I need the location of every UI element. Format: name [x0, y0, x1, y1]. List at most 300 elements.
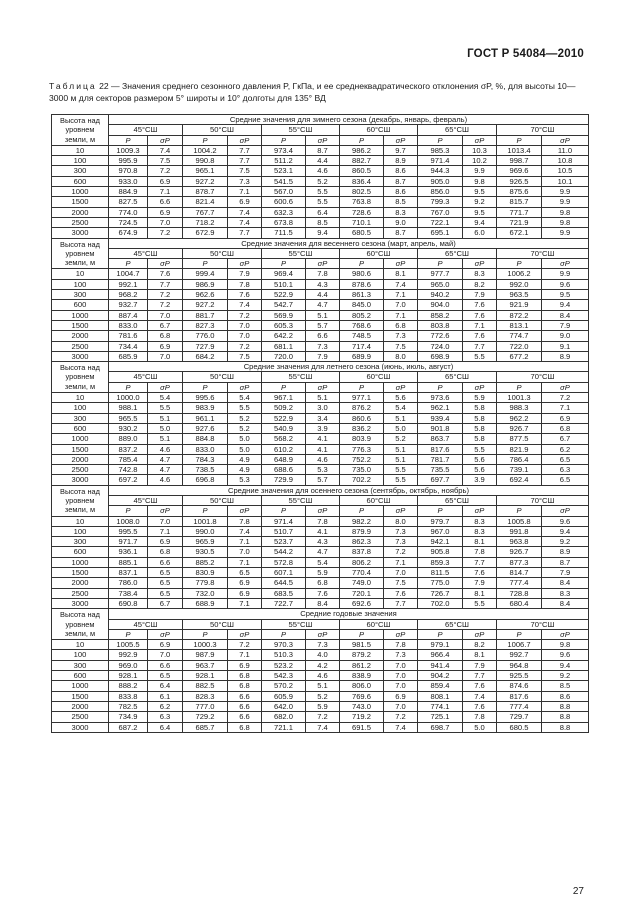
pressure-cell: 677.2 — [497, 351, 542, 361]
table-row — [52, 568, 589, 578]
sigma-cell: 10.3 — [463, 145, 497, 155]
pressure-cell: 729.7 — [497, 712, 542, 722]
sigma-header: σP — [306, 382, 340, 392]
pressure-cell: 811.5 — [418, 568, 463, 578]
pressure-cell: 572.8 — [262, 557, 306, 567]
sigma-cell: 8.4 — [542, 578, 589, 588]
table-row — [52, 217, 589, 227]
pressure-cell: 808.1 — [418, 691, 463, 701]
pressure-cell: 821.4 — [183, 197, 228, 207]
sigma-cell: 5.4 — [228, 393, 262, 403]
table-row — [52, 516, 589, 526]
sigma-cell: 6.9 — [228, 588, 262, 598]
pressure-cell: 861.3 — [340, 290, 384, 300]
sigma-cell: 5.7 — [306, 320, 340, 330]
pressure-cell: 541.5 — [262, 176, 306, 186]
pressure-cell: 967.0 — [418, 526, 463, 536]
latitude-row — [52, 495, 589, 505]
pressure-cell: 859.3 — [418, 557, 463, 567]
altitude-cell: 3000 — [52, 351, 109, 361]
table-row — [52, 681, 589, 691]
pressure-cell: 985.3 — [418, 145, 463, 155]
pressure-cell: 961.1 — [183, 413, 228, 423]
altitude-cell: 2500 — [52, 217, 109, 227]
pressure-cell: 885.2 — [183, 557, 228, 567]
sigma-cell: 7.7 — [463, 671, 497, 681]
latitude-row — [52, 372, 589, 382]
altitude-cell: 600 — [52, 671, 109, 681]
pressure-cell: 510.1 — [262, 279, 306, 289]
sigma-cell: 7.7 — [384, 598, 418, 608]
sigma-cell: 6.9 — [228, 197, 262, 207]
pressure-cell: 748.5 — [340, 331, 384, 341]
pressure-cell: 682.0 — [262, 712, 306, 722]
pressure-cell: 962.6 — [183, 290, 228, 300]
sigma-cell: 7.0 — [384, 681, 418, 691]
sigma-cell: 7.8 — [306, 269, 340, 279]
sigma-cell: 7.4 — [228, 300, 262, 310]
sigma-cell: 5.5 — [228, 403, 262, 413]
pressure-cell: 965.9 — [183, 537, 228, 547]
sigma-header: σP — [148, 259, 183, 269]
pressure-cell: 777.4 — [497, 578, 542, 588]
pressure-cell: 806.0 — [340, 681, 384, 691]
table-row — [52, 701, 589, 711]
pressure-cell: 930.5 — [183, 547, 228, 557]
p-header: P — [262, 382, 306, 392]
pressure-cell: 962.2 — [497, 413, 542, 423]
p-header: P — [340, 135, 384, 145]
pressure-cell: 735.5 — [418, 465, 463, 475]
pressure-cell: 1006.2 — [497, 269, 542, 279]
sigma-cell: 6.7 — [148, 320, 183, 330]
sigma-header: σP — [228, 382, 262, 392]
p-header: P — [262, 506, 306, 516]
pressure-cell: 863.7 — [418, 434, 463, 444]
sigma-cell: 6.9 — [148, 341, 183, 351]
pressure-cell: 905.0 — [418, 176, 463, 186]
sigma-cell: 7.0 — [148, 217, 183, 227]
pressure-cell: 998.7 — [497, 156, 542, 166]
pressure-cell: 940.2 — [418, 290, 463, 300]
sigma-cell: 8.0 — [384, 516, 418, 526]
sigma-cell: 6.8 — [148, 331, 183, 341]
pressure-cell: 738.5 — [183, 465, 228, 475]
sigma-cell: 10.2 — [463, 156, 497, 166]
p-header: P — [340, 629, 384, 639]
sigma-cell: 5.3 — [228, 475, 262, 485]
pressure-cell: 771.7 — [497, 207, 542, 217]
sigma-cell: 8.5 — [542, 681, 589, 691]
pressure-cell: 769.6 — [340, 691, 384, 701]
pressure-cell: 542.3 — [262, 671, 306, 681]
altitude-cell: 2500 — [52, 588, 109, 598]
pressure-cell: 802.5 — [340, 187, 384, 197]
latitude-row — [52, 619, 589, 629]
pressure-cell: 980.6 — [340, 269, 384, 279]
pressure-cell: 734.4 — [109, 341, 148, 351]
pressure-cell: 569.9 — [262, 310, 306, 320]
pressure-cell: 884.9 — [109, 187, 148, 197]
table-row — [52, 156, 589, 166]
pressure-cell: 833.0 — [183, 444, 228, 454]
pressure-cell: 689.9 — [340, 351, 384, 361]
pressure-cell: 697.2 — [109, 475, 148, 485]
latitude-header: 45°СШ — [109, 248, 183, 258]
sigma-cell: 7.3 — [384, 526, 418, 536]
sigma-header: σP — [306, 135, 340, 145]
altitude-cell: 2500 — [52, 341, 109, 351]
pressure-cell: 768.6 — [340, 320, 384, 330]
sigma-cell: 5.4 — [384, 403, 418, 413]
section-header-row — [52, 115, 589, 125]
sigma-header: σP — [306, 629, 340, 639]
sigma-cell: 9.8 — [463, 176, 497, 186]
pressure-cell: 926.7 — [497, 547, 542, 557]
pressure-cell: 830.9 — [183, 568, 228, 578]
latitude-header: 70°СШ — [497, 248, 589, 258]
param-row — [52, 382, 589, 392]
sigma-cell: 7.0 — [384, 300, 418, 310]
sigma-cell: 7.6 — [384, 588, 418, 598]
table-row — [52, 207, 589, 217]
sigma-cell: 7.7 — [228, 156, 262, 166]
sigma-cell: 7.1 — [542, 403, 589, 413]
pressure-cell: 523.1 — [262, 166, 306, 176]
p-header: P — [183, 382, 228, 392]
pressure-cell: 944.3 — [418, 166, 463, 176]
pressure-cell: 685.9 — [109, 351, 148, 361]
sigma-cell: 8.3 — [384, 207, 418, 217]
sigma-cell: 5.2 — [306, 176, 340, 186]
altitude-header: Высота над уровнем земли, м — [52, 115, 109, 146]
sigma-cell: 5.5 — [463, 351, 497, 361]
sigma-cell: 8.3 — [463, 526, 497, 536]
altitude-cell: 300 — [52, 166, 109, 176]
sigma-header: σP — [228, 259, 262, 269]
sigma-cell: 6.5 — [542, 454, 589, 464]
table-row — [52, 434, 589, 444]
pressure-cell: 672.1 — [497, 228, 542, 238]
sigma-cell: 5.0 — [228, 434, 262, 444]
altitude-cell: 1500 — [52, 568, 109, 578]
table-row — [52, 537, 589, 547]
pressure-cell: 879.9 — [340, 526, 384, 536]
sigma-cell: 4.4 — [306, 290, 340, 300]
sigma-cell: 7.8 — [384, 640, 418, 650]
sigma-cell: 4.7 — [148, 465, 183, 475]
pressure-cell: 722.1 — [418, 217, 463, 227]
sigma-cell: 6.9 — [228, 660, 262, 670]
sigma-cell: 7.7 — [228, 145, 262, 155]
pressure-cell: 979.7 — [418, 516, 463, 526]
sigma-cell: 4.1 — [306, 444, 340, 454]
sigma-cell: 5.5 — [463, 444, 497, 454]
sigma-cell: 5.8 — [463, 413, 497, 423]
altitude-cell: 300 — [52, 537, 109, 547]
pressure-cell: 688.9 — [183, 598, 228, 608]
pressure-cell: 681.1 — [262, 341, 306, 351]
altitude-cell: 1500 — [52, 197, 109, 207]
section-title: Средние годовые значения — [109, 609, 589, 619]
sigma-cell: 7.1 — [463, 320, 497, 330]
sigma-cell: 9.8 — [542, 207, 589, 217]
p-header: P — [262, 135, 306, 145]
altitude-cell: 300 — [52, 290, 109, 300]
pressure-cell: 836.4 — [340, 176, 384, 186]
pressure-cell: 964.8 — [497, 660, 542, 670]
altitude-cell: 100 — [52, 156, 109, 166]
pressure-cell: 749.0 — [340, 578, 384, 588]
pressure-cell: 642.0 — [262, 701, 306, 711]
pressure-cell: 927.6 — [183, 423, 228, 433]
sigma-cell: 8.4 — [542, 310, 589, 320]
sigma-cell: 7.4 — [384, 722, 418, 732]
pressure-cell: 729.2 — [183, 712, 228, 722]
pressure-cell: 968.2 — [109, 290, 148, 300]
table-caption — [49, 80, 589, 104]
pressure-cell: 644.5 — [262, 578, 306, 588]
pressure-cell: 882.7 — [340, 156, 384, 166]
pressure-cell: 510.3 — [262, 650, 306, 660]
sigma-cell: 4.2 — [306, 660, 340, 670]
pressure-cell: 992.7 — [497, 650, 542, 660]
sigma-cell: 9.0 — [542, 331, 589, 341]
pressure-cell: 1005.5 — [109, 640, 148, 650]
sigma-cell: 4.4 — [306, 156, 340, 166]
latitude-header: 45°СШ — [109, 125, 183, 135]
sigma-cell: 5.0 — [148, 423, 183, 433]
sigma-cell: 6.2 — [148, 701, 183, 711]
sigma-cell: 7.3 — [384, 537, 418, 547]
pressure-cell: 990.0 — [183, 526, 228, 536]
altitude-cell: 1500 — [52, 320, 109, 330]
altitude-cell: 1000 — [52, 187, 109, 197]
table-row — [52, 547, 589, 557]
pressure-cell: 874.6 — [497, 681, 542, 691]
sigma-cell: 5.8 — [463, 403, 497, 413]
sigma-cell: 11.0 — [542, 145, 589, 155]
pressure-cell: 774.0 — [109, 207, 148, 217]
p-header: P — [340, 506, 384, 516]
pressure-cell: 814.7 — [497, 568, 542, 578]
pressure-cell: 772.6 — [418, 331, 463, 341]
pressure-cell: 889.0 — [109, 434, 148, 444]
sigma-cell: 8.1 — [463, 588, 497, 598]
pressure-cell: 942.1 — [418, 537, 463, 547]
pressure-cell: 987.9 — [183, 650, 228, 660]
pressure-cell: 967.1 — [262, 393, 306, 403]
pressure-cell: 876.2 — [340, 403, 384, 413]
pressure-cell: 674.9 — [109, 228, 148, 238]
pressure-cell: 878.6 — [340, 279, 384, 289]
latitude-header: 65°СШ — [418, 248, 497, 258]
sigma-cell: 7.3 — [384, 331, 418, 341]
sigma-cell: 9.4 — [463, 217, 497, 227]
pressure-cell: 767.7 — [183, 207, 228, 217]
pressure-cell: 767.0 — [418, 207, 463, 217]
latitude-header: 50°СШ — [183, 372, 262, 382]
pressure-cell: 727.9 — [183, 341, 228, 351]
sigma-cell: 3.0 — [306, 403, 340, 413]
pressure-cell: 995.5 — [109, 526, 148, 536]
sigma-cell: 7.3 — [228, 176, 262, 186]
table-row — [52, 166, 589, 176]
sigma-cell: 6.5 — [148, 588, 183, 598]
p-header: P — [418, 135, 463, 145]
altitude-cell: 2000 — [52, 331, 109, 341]
sigma-cell: 8.5 — [306, 217, 340, 227]
pressure-cell: 1009.3 — [109, 145, 148, 155]
sigma-cell: 9.6 — [542, 516, 589, 526]
table-row — [52, 413, 589, 423]
pressure-cell: 1001.8 — [183, 516, 228, 526]
sigma-cell: 7.6 — [306, 588, 340, 598]
table-row — [52, 403, 589, 413]
pressure-cell: 540.9 — [262, 423, 306, 433]
sigma-cell: 6.9 — [148, 176, 183, 186]
table-row — [52, 454, 589, 464]
latitude-row — [52, 248, 589, 258]
altitude-header: Высота над уровнем земли, м — [52, 485, 109, 516]
pressure-cell: 885.1 — [109, 557, 148, 567]
sigma-cell: 7.2 — [228, 310, 262, 320]
sigma-cell: 7.2 — [384, 547, 418, 557]
sigma-cell: 7.6 — [463, 568, 497, 578]
table-row — [52, 526, 589, 536]
sigma-cell: 6.6 — [148, 557, 183, 567]
table-row — [52, 671, 589, 681]
pressure-cell: 815.7 — [497, 197, 542, 207]
pressure-cell: 877.5 — [497, 434, 542, 444]
sigma-cell: 7.0 — [384, 671, 418, 681]
sigma-cell: 8.7 — [384, 176, 418, 186]
pressure-cell: 1001.3 — [497, 393, 542, 403]
caption-text: 22 — Значения среднего сезонного давления P, ГкПа, и ее среднеквадратического отклонения σP, %, для высоты 10—3000 м для секторов размером 5° широты и 10° долготы для 135° ВД — [49, 81, 576, 103]
latitude-header: 55°СШ — [262, 619, 340, 629]
sigma-header: σP — [148, 135, 183, 145]
pressure-cell: 926.7 — [497, 423, 542, 433]
pressure-cell: 884.8 — [183, 434, 228, 444]
sigma-cell: 5.1 — [306, 393, 340, 403]
latitude-header: 45°СШ — [109, 619, 183, 629]
sigma-cell: 6.7 — [148, 598, 183, 608]
altitude-cell: 3000 — [52, 722, 109, 732]
pressure-cell: 777.4 — [497, 701, 542, 711]
param-row — [52, 259, 589, 269]
altitude-cell: 600 — [52, 423, 109, 433]
sigma-cell: 5.8 — [463, 434, 497, 444]
pressure-cell: 973.6 — [418, 393, 463, 403]
pressure-cell: 648.9 — [262, 454, 306, 464]
sigma-cell: 7.4 — [228, 217, 262, 227]
pressure-cell: 941.4 — [418, 660, 463, 670]
sigma-cell: 7.7 — [463, 557, 497, 567]
p-header: P — [497, 629, 542, 639]
latitude-header: 65°СШ — [418, 125, 497, 135]
table-row — [52, 557, 589, 567]
p-header: P — [340, 259, 384, 269]
altitude-cell: 1000 — [52, 434, 109, 444]
pressure-cell: 728.6 — [340, 207, 384, 217]
pressure-cell: 605.3 — [262, 320, 306, 330]
sigma-cell: 7.9 — [463, 290, 497, 300]
pressure-cell: 770.4 — [340, 568, 384, 578]
p-header: P — [262, 629, 306, 639]
sigma-cell: 6.4 — [148, 722, 183, 732]
sigma-cell: 9.9 — [542, 187, 589, 197]
sigma-cell: 7.1 — [228, 187, 262, 197]
pressure-cell: 719.2 — [340, 712, 384, 722]
pressure-cell: 610.2 — [262, 444, 306, 454]
pressure-cell: 784.3 — [183, 454, 228, 464]
altitude-cell: 10 — [52, 640, 109, 650]
pressure-cell: 1005.8 — [497, 516, 542, 526]
sigma-cell: 5.6 — [384, 393, 418, 403]
pressure-cell: 845.0 — [340, 300, 384, 310]
altitude-cell: 3000 — [52, 598, 109, 608]
sigma-cell: 3.4 — [306, 413, 340, 423]
sigma-cell: 6.6 — [228, 691, 262, 701]
pressure-cell: 927.2 — [183, 300, 228, 310]
pressure-cell: 970.8 — [109, 166, 148, 176]
sigma-cell: 7.4 — [228, 207, 262, 217]
p-header: P — [183, 506, 228, 516]
sigma-cell: 6.9 — [228, 578, 262, 588]
sigma-cell: 5.5 — [463, 598, 497, 608]
pressure-cell: 927.2 — [183, 176, 228, 186]
pressure-cell: 697.7 — [418, 475, 463, 485]
latitude-header: 55°СШ — [262, 125, 340, 135]
standard-title: ГОСТ Р 54084—2010 — [467, 48, 584, 60]
pressure-cell: 692.6 — [340, 598, 384, 608]
pressure-cell: 990.8 — [183, 156, 228, 166]
latitude-header: 60°СШ — [340, 125, 418, 135]
sigma-cell: 7.1 — [228, 650, 262, 660]
sigma-cell: 7.0 — [228, 331, 262, 341]
altitude-cell: 1500 — [52, 444, 109, 454]
pressure-cell: 692.4 — [497, 475, 542, 485]
sigma-cell: 7.9 — [463, 578, 497, 588]
table-row — [52, 444, 589, 454]
sigma-cell: 9.0 — [384, 217, 418, 227]
table-row — [52, 393, 589, 403]
sigma-cell: 6.5 — [148, 578, 183, 588]
latitude-header: 55°СШ — [262, 248, 340, 258]
pressure-cell: 781.7 — [418, 454, 463, 464]
sigma-cell: 6.9 — [148, 207, 183, 217]
pressure-cell: 698.9 — [418, 351, 463, 361]
sigma-cell: 10.5 — [542, 166, 589, 176]
pressure-cell: 672.9 — [183, 228, 228, 238]
sigma-cell: 7.3 — [306, 341, 340, 351]
sigma-cell: 6.0 — [463, 228, 497, 238]
sigma-cell: 7.2 — [384, 712, 418, 722]
latitude-header: 70°СШ — [497, 619, 589, 629]
sigma-cell: 5.9 — [463, 393, 497, 403]
table-row — [52, 650, 589, 660]
sigma-cell: 9.5 — [463, 187, 497, 197]
sigma-cell: 8.3 — [542, 588, 589, 598]
sigma-cell: 9.8 — [542, 640, 589, 650]
pressure-cell: 1006.7 — [497, 640, 542, 650]
sigma-cell: 9.5 — [542, 290, 589, 300]
pressure-cell: 735.0 — [340, 465, 384, 475]
sigma-cell: 5.9 — [306, 568, 340, 578]
pressure-cell: 813.1 — [497, 320, 542, 330]
sigma-cell: 5.1 — [306, 681, 340, 691]
pressure-cell: 971.7 — [109, 537, 148, 547]
